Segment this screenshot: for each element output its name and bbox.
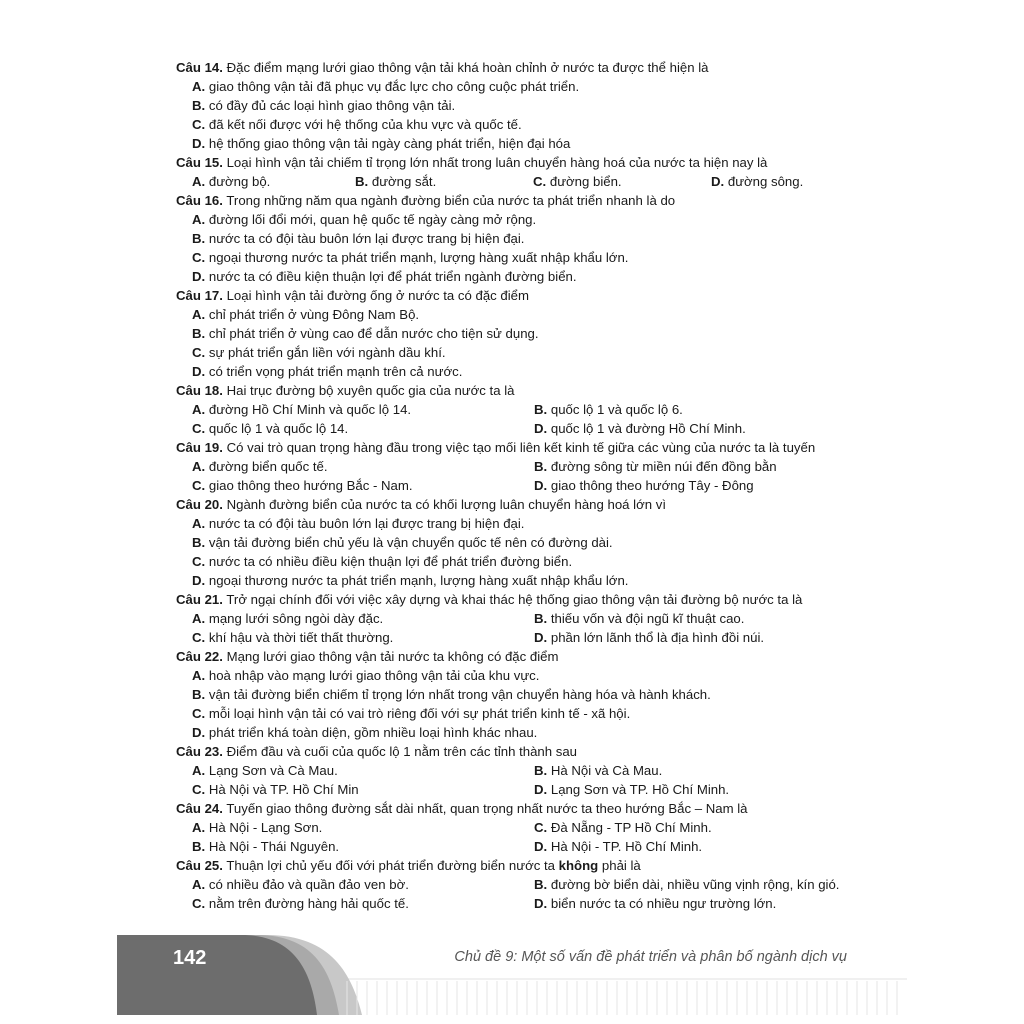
answer-text: ngoại thương nước ta phát triển mạnh, lượng hàng xuất nhập khẩu lớn. bbox=[208, 573, 629, 588]
answer-row bbox=[176, 685, 876, 704]
answer-row bbox=[176, 514, 876, 533]
answer-letter: A. bbox=[192, 763, 206, 778]
question-stem-line bbox=[176, 286, 876, 305]
answer-letter: D. bbox=[534, 478, 548, 493]
answer-letter: D. bbox=[192, 573, 206, 588]
answer-row bbox=[176, 305, 876, 324]
question-list bbox=[176, 58, 876, 913]
answer-letter: C. bbox=[534, 820, 548, 835]
answer-row bbox=[176, 723, 876, 742]
question-stem-line bbox=[176, 799, 876, 818]
answer-letter: A. bbox=[192, 79, 206, 94]
answer-text: đường bờ biển dài, nhiều vũng vịnh rộng, kín gió. bbox=[550, 877, 840, 892]
answer-letter: B. bbox=[355, 174, 369, 189]
answer-option bbox=[192, 345, 446, 360]
answer-row bbox=[176, 704, 876, 723]
answer-row bbox=[176, 267, 876, 286]
answer-letter: B. bbox=[192, 535, 206, 550]
answer-text: vận tải đường biển chiếm tỉ trọng lớn nhất trong vận chuyển hàng hóa và hành khách. bbox=[208, 687, 711, 702]
answer-text: đường Hồ Chí Minh và quốc lộ 14. bbox=[208, 402, 412, 417]
answer-row bbox=[176, 324, 876, 343]
question-block bbox=[176, 438, 876, 495]
question-block bbox=[176, 286, 876, 381]
answer-letter: B. bbox=[192, 326, 206, 341]
answer-row bbox=[176, 476, 876, 495]
answer-text: hoà nhập vào mạng lưới giao thông vận tải của khu vực. bbox=[208, 668, 540, 683]
answer-option bbox=[534, 837, 702, 856]
answer-letter: A. bbox=[192, 402, 206, 417]
answer-option bbox=[192, 516, 524, 531]
answer-letter: C. bbox=[192, 706, 206, 721]
answer-row bbox=[176, 837, 876, 856]
answer-row bbox=[176, 818, 876, 837]
answer-row bbox=[176, 77, 876, 96]
answer-text: Hà Nội - TP. Hồ Chí Minh. bbox=[550, 839, 703, 854]
answer-option bbox=[192, 573, 628, 588]
answer-text: đường sông từ miền núi đến đồng bằn bbox=[550, 459, 777, 474]
answer-row bbox=[176, 609, 876, 628]
answer-letter: A. bbox=[192, 877, 206, 892]
answer-letter: D. bbox=[534, 630, 548, 645]
question-block bbox=[176, 191, 876, 286]
answer-letter: D. bbox=[192, 136, 206, 151]
page-footer bbox=[117, 935, 907, 1015]
answer-row bbox=[176, 780, 876, 799]
answer-text: vận tải đường biển chủ yếu là vận chuyển quốc tế nên có đường dài. bbox=[208, 535, 613, 550]
answer-text: giao thông vận tải đã phục vụ đắc lực cho công cuộc phát triển. bbox=[208, 79, 580, 94]
answer-option bbox=[192, 419, 534, 438]
question-stem-line bbox=[176, 438, 876, 457]
answer-text: có triển vọng phát triển mạnh trên cả nước. bbox=[208, 364, 463, 379]
answer-letter: B. bbox=[192, 98, 206, 113]
question-block bbox=[176, 495, 876, 590]
question-stem: Mạng lưới giao thông vận tải nước ta không có đặc điểm bbox=[226, 649, 559, 664]
question-stem: Trong những năm qua ngành đường biển của nước ta phát triển nhanh là do bbox=[226, 193, 676, 208]
answer-text: Lạng Sơn và Cà Mau. bbox=[208, 763, 338, 778]
answer-row bbox=[176, 666, 876, 685]
answer-option bbox=[534, 761, 662, 780]
answer-option bbox=[534, 818, 712, 837]
answer-letter: A. bbox=[192, 668, 206, 683]
answer-option bbox=[192, 400, 534, 419]
answer-text: ngoại thương nước ta phát triển mạnh, lượng hàng xuất nhập khẩu lớn. bbox=[208, 250, 629, 265]
question-block bbox=[176, 381, 876, 438]
question-number: Câu 16. bbox=[176, 193, 223, 208]
answer-option bbox=[192, 269, 577, 284]
answer-text: Hà Nội và Cà Mau. bbox=[550, 763, 663, 778]
answer-text: khí hậu và thời tiết thất thường. bbox=[208, 630, 394, 645]
answer-row bbox=[176, 210, 876, 229]
question-stem-tail: phải là bbox=[601, 858, 641, 873]
answer-option bbox=[192, 250, 628, 265]
answer-option bbox=[192, 457, 534, 476]
answer-row bbox=[176, 761, 876, 780]
answer-text: Đà Nẵng - TP Hồ Chí Minh. bbox=[550, 820, 712, 835]
question-block bbox=[176, 799, 876, 856]
answer-option bbox=[534, 457, 777, 476]
answer-letter: C. bbox=[192, 421, 206, 436]
answer-text: đường biển quốc tế. bbox=[208, 459, 328, 474]
answer-text: mỗi loại hình vận tải có vai trò riêng đối với sự phát triển kinh tế - xã hội. bbox=[208, 706, 631, 721]
answer-letter: D. bbox=[534, 421, 548, 436]
question-stem: Điểm đầu và cuối của quốc lộ 1 nằm trên các tỉnh thành sau bbox=[226, 744, 578, 759]
question-number: Câu 23. bbox=[176, 744, 223, 759]
question-stem: Ngành đường biển của nước ta có khối lượng luân chuyển hàng hoá lớn vì bbox=[226, 497, 666, 512]
answer-letter: A. bbox=[192, 459, 206, 474]
answer-row bbox=[176, 894, 876, 913]
answer-row bbox=[176, 115, 876, 134]
answer-text: đường sắt. bbox=[371, 174, 437, 189]
answer-option bbox=[534, 419, 746, 438]
answer-row bbox=[176, 533, 876, 552]
question-number: Câu 20. bbox=[176, 497, 223, 512]
answer-letter: C. bbox=[192, 345, 206, 360]
question-block bbox=[176, 742, 876, 799]
answer-option bbox=[192, 307, 419, 322]
question-stem: Có vai trò quan trọng hàng đầu trong việc tạo mối liên kết kinh tế giữa các vùng của nước ta là tuyến bbox=[226, 440, 816, 455]
question-number: Câu 25. bbox=[176, 858, 223, 873]
answer-option bbox=[534, 609, 744, 628]
answer-letter: D. bbox=[192, 725, 206, 740]
answer-letter: D. bbox=[534, 896, 548, 911]
question-stem-line bbox=[176, 742, 876, 761]
answer-text: Hà Nội - Thái Nguyên. bbox=[208, 839, 340, 854]
answer-option bbox=[534, 780, 729, 799]
answer-text: đường bộ. bbox=[208, 174, 271, 189]
answer-row bbox=[176, 571, 876, 590]
answer-letter: C. bbox=[192, 250, 206, 265]
answer-text: quốc lộ 1 và quốc lộ 14. bbox=[208, 421, 349, 436]
answer-text: mạng lưới sông ngòi dày đặc. bbox=[208, 611, 384, 626]
answer-text: quốc lộ 1 và quốc lộ 6. bbox=[550, 402, 683, 417]
answer-letter: C. bbox=[192, 896, 206, 911]
answer-option bbox=[192, 79, 579, 94]
answer-option bbox=[533, 172, 711, 191]
answer-option bbox=[192, 136, 570, 151]
answer-row bbox=[176, 552, 876, 571]
question-number: Câu 24. bbox=[176, 801, 223, 816]
answer-option bbox=[711, 172, 803, 191]
question-stem-line bbox=[176, 58, 876, 77]
question-stem-line bbox=[176, 381, 876, 400]
chapter-title: Chủ đề 9: Một số vấn đề phát triển và phân bố ngành dịch vụ bbox=[454, 949, 847, 965]
answer-option bbox=[192, 212, 536, 227]
answer-row bbox=[176, 400, 876, 419]
answer-text: nước ta có điều kiện thuận lợi để phát triển ngành đường biển. bbox=[208, 269, 577, 284]
answer-text: nước ta có nhiều điều kiện thuận lợi để phát triển đường biển. bbox=[208, 554, 573, 569]
answer-option bbox=[192, 706, 630, 721]
question-block bbox=[176, 58, 876, 153]
answer-option bbox=[192, 609, 534, 628]
answer-letter: A. bbox=[192, 611, 206, 626]
answer-option bbox=[534, 476, 754, 495]
answer-row bbox=[176, 419, 876, 438]
answer-letter: B. bbox=[534, 877, 548, 892]
answer-text: nước ta có đội tàu buôn lớn lại được trang bị hiện đại. bbox=[208, 516, 525, 531]
answer-option bbox=[534, 894, 776, 913]
answer-text: quốc lộ 1 và đường Hồ Chí Minh. bbox=[550, 421, 746, 436]
answer-option bbox=[192, 894, 534, 913]
answer-text: có đầy đủ các loại hình giao thông vận tải. bbox=[208, 98, 456, 113]
answer-text: phát triển khá toàn diện, gồm nhiều loại hình khác nhau. bbox=[208, 725, 538, 740]
answer-letter: C. bbox=[192, 630, 206, 645]
answer-option bbox=[192, 761, 534, 780]
answer-text: đường sông. bbox=[727, 174, 804, 189]
answer-row bbox=[176, 96, 876, 115]
answer-option bbox=[192, 687, 711, 702]
answer-text: hệ thống giao thông vận tải ngày càng phát triển, hiện đại hóa bbox=[208, 136, 571, 151]
answer-text: chỉ phát triển ở vùng cao để dẫn nước cho tiện sử dụng. bbox=[208, 326, 539, 341]
question-stem-line bbox=[176, 495, 876, 514]
question-number: Câu 18. bbox=[176, 383, 223, 398]
answer-text: nằm trên đường hàng hải quốc tế. bbox=[208, 896, 409, 911]
answer-option bbox=[192, 780, 534, 799]
question-stem: Hai trục đường bộ xuyên quốc gia của nước ta là bbox=[226, 383, 515, 398]
answer-letter: C. bbox=[533, 174, 547, 189]
answer-letter: A. bbox=[192, 820, 206, 835]
answer-text: nước ta có đội tàu buôn lớn lại được trang bị hiện đại. bbox=[208, 231, 525, 246]
answer-letter: C. bbox=[192, 782, 206, 797]
answer-letter: A. bbox=[192, 212, 206, 227]
answer-text: đường biển. bbox=[549, 174, 622, 189]
answer-text: giao thông theo hướng Tây - Đông bbox=[550, 478, 754, 493]
answer-option bbox=[192, 554, 572, 569]
answer-row bbox=[176, 628, 876, 647]
answer-text: Hà Nội - Lạng Sơn. bbox=[208, 820, 323, 835]
page-number: 142 bbox=[173, 947, 207, 969]
question-stem: Tuyến giao thông đường sắt dài nhất, quan trọng nhất nước ta theo hướng Bắc – Nam là bbox=[226, 801, 748, 816]
answer-text: phần lớn lãnh thổ là địa hình đồi núi. bbox=[550, 630, 765, 645]
question-block bbox=[176, 153, 876, 191]
answer-option bbox=[192, 364, 462, 379]
answer-letter: B. bbox=[192, 839, 206, 854]
answer-text: đường lối đổi mới, quan hệ quốc tế ngày càng mở rộng. bbox=[208, 212, 537, 227]
question-stem: Trở ngại chính đối với việc xây dựng và khai thác hệ thống giao thông vận tải đường bộ nước ta là bbox=[226, 592, 803, 607]
answer-option bbox=[192, 535, 613, 550]
question-stem: Đặc điểm mạng lưới giao thông vận tải khá hoàn chỉnh ở nước ta được thể hiện là bbox=[226, 60, 709, 75]
answer-option bbox=[192, 172, 355, 191]
question-number: Câu 14. bbox=[176, 60, 223, 75]
answer-option bbox=[192, 628, 534, 647]
answer-letter: B. bbox=[192, 231, 206, 246]
answer-option bbox=[192, 818, 534, 837]
answer-option bbox=[192, 476, 534, 495]
question-stem: Loại hình vận tải chiếm tỉ trọng lớn nhất trong luân chuyển hàng hoá của nước ta hiện nay là bbox=[226, 155, 768, 170]
answer-letter: B. bbox=[534, 611, 548, 626]
answer-option bbox=[355, 172, 533, 191]
answer-letter: D. bbox=[192, 364, 206, 379]
answer-letter: D. bbox=[534, 839, 548, 854]
answer-letter: A. bbox=[192, 516, 206, 531]
answer-letter: C. bbox=[192, 117, 206, 132]
answer-letter: C. bbox=[192, 554, 206, 569]
answer-letter: B. bbox=[192, 687, 206, 702]
answer-option bbox=[534, 628, 764, 647]
question-stem-line bbox=[176, 153, 876, 172]
answer-text: đã kết nối được với hệ thống của khu vực và quốc tế. bbox=[208, 117, 522, 132]
answer-text: biển nước ta có nhiều ngư trường lớn. bbox=[550, 896, 777, 911]
question-number: Câu 19. bbox=[176, 440, 223, 455]
answer-row bbox=[176, 875, 876, 894]
answer-letter: B. bbox=[534, 402, 548, 417]
answer-text: chỉ phát triển ở vùng Đông Nam Bộ. bbox=[208, 307, 420, 322]
answer-text: sự phát triển gắn liền với ngành dầu khí. bbox=[208, 345, 446, 360]
answer-option bbox=[192, 837, 534, 856]
answer-option bbox=[192, 725, 537, 740]
footer-wave-decoration bbox=[117, 935, 907, 1015]
answer-letter: A. bbox=[192, 307, 206, 322]
question-block bbox=[176, 590, 876, 647]
answer-text: có nhiều đảo và quần đảo ven bờ. bbox=[208, 877, 409, 892]
answer-letter: D. bbox=[192, 269, 206, 284]
answer-row bbox=[176, 362, 876, 381]
answer-option bbox=[192, 326, 539, 341]
answer-row bbox=[176, 172, 876, 191]
answer-text: giao thông theo hướng Bắc - Nam. bbox=[208, 478, 413, 493]
answer-row bbox=[176, 343, 876, 362]
question-stem-line bbox=[176, 647, 876, 666]
question-stem-line bbox=[176, 191, 876, 210]
answer-letter: B. bbox=[534, 459, 548, 474]
answer-letter: B. bbox=[534, 763, 548, 778]
question-number: Câu 22. bbox=[176, 649, 223, 664]
answer-option bbox=[192, 875, 534, 894]
answer-option bbox=[534, 875, 839, 894]
answer-option bbox=[192, 668, 539, 683]
question-stem: Loại hình vận tải đường ống ở nước ta có đặc điểm bbox=[226, 288, 529, 303]
answer-letter: A. bbox=[192, 174, 206, 189]
answer-text: thiếu vốn và đội ngũ kĩ thuật cao. bbox=[550, 611, 745, 626]
question-stem: Thuận lợi chủ yếu đối với phát triển đường biển nước ta bbox=[226, 858, 555, 873]
answer-row bbox=[176, 229, 876, 248]
answer-option bbox=[192, 117, 522, 132]
answer-letter: C. bbox=[192, 478, 206, 493]
question-block bbox=[176, 647, 876, 742]
answer-row bbox=[176, 457, 876, 476]
question-number: Câu 15. bbox=[176, 155, 223, 170]
answer-row bbox=[176, 134, 876, 153]
question-stem-line bbox=[176, 590, 876, 609]
question-stem-line bbox=[176, 856, 876, 875]
question-number: Câu 17. bbox=[176, 288, 223, 303]
answer-text: Lạng Sơn và TP. Hồ Chí Minh. bbox=[550, 782, 730, 797]
answer-option bbox=[192, 98, 455, 113]
answer-row bbox=[176, 248, 876, 267]
answer-text: Hà Nội và TP. Hồ Chí Min bbox=[208, 782, 359, 797]
question-number: Câu 21. bbox=[176, 592, 223, 607]
answer-option bbox=[192, 231, 524, 246]
answer-letter: D. bbox=[534, 782, 548, 797]
answer-option bbox=[534, 400, 683, 419]
answer-letter: D. bbox=[711, 174, 725, 189]
question-block bbox=[176, 856, 876, 913]
question-stem-emphasis: không bbox=[558, 858, 599, 873]
